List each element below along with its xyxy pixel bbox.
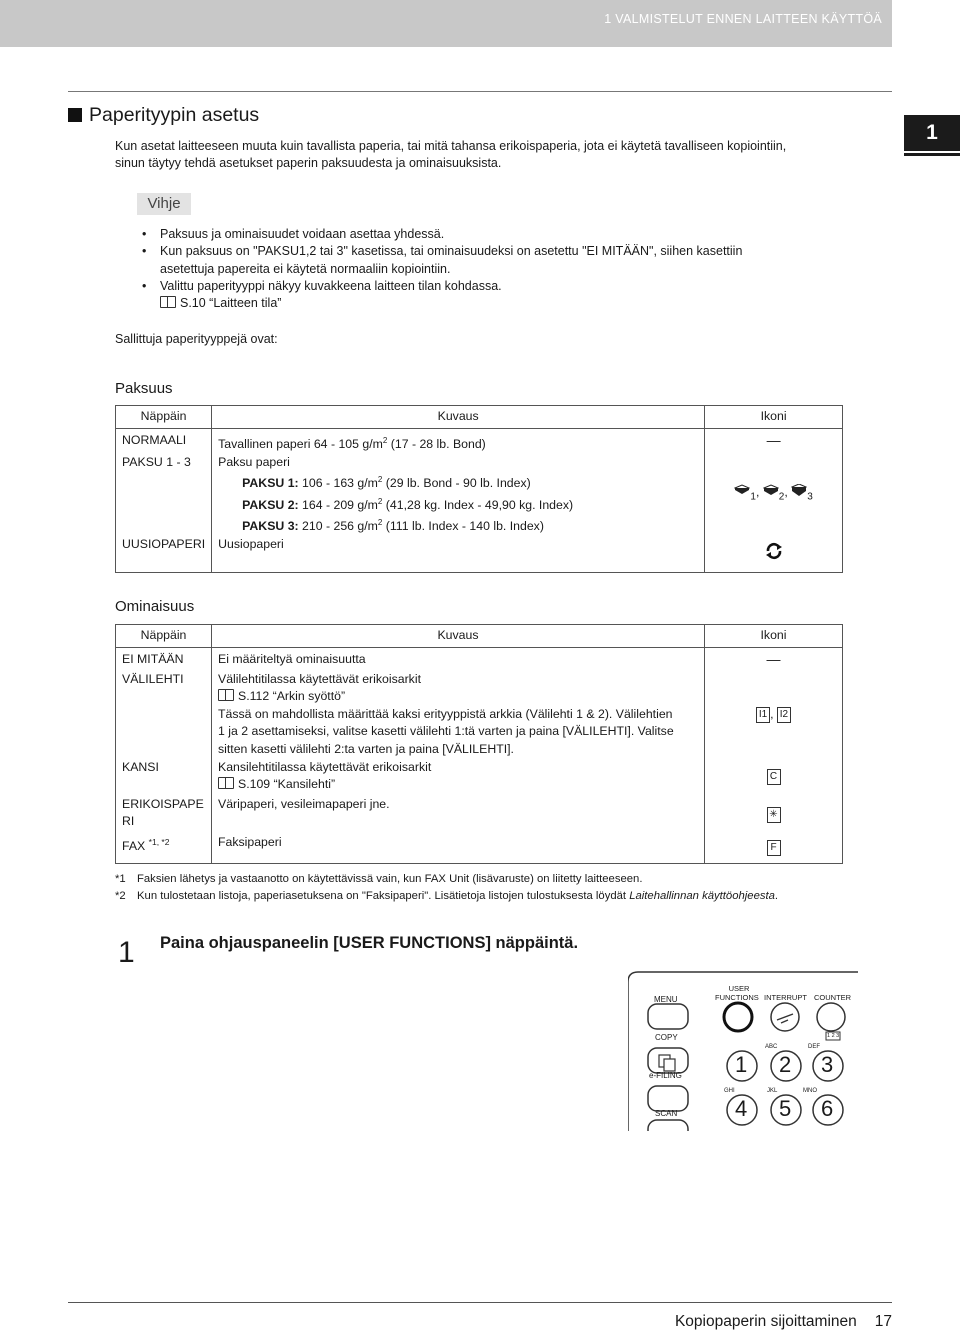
tip-reference[interactable]: S.10 “Laitteen tila” <box>140 295 880 312</box>
key-2: 2 <box>779 1052 792 1077</box>
step-text: Paina ohjauspaneelin [USER FUNCTIONS] näppäintä. <box>160 934 579 952</box>
table-row: PAKSU 1 - 3 Paksu paperi PAKSU 1: 106 - 163 $g/m^2$ (29 lb. Bond - 90 lb. Index) PAKSU 2: 164 - 209 $g/m^2$ (41,28 kg. Index - 49,90 kg. Index) PAKSU 3: 210 - 256 $g/m^2$ (111 lb. Index - 140 lb. Index) $_1$, $_2$, $_3$ <box>116 454 843 536</box>
efiling-label: e-FILING <box>649 1071 682 1080</box>
recycle-icon <box>764 549 784 563</box>
tip-list <box>140 226 880 312</box>
scan-label: SCAN <box>655 1109 678 1118</box>
table-row: KANSI Kansilehtitilassa käytettävät erikoisarkit S.109 “Kansilehti” C <box>116 759 843 796</box>
tip-bullet: • Valittu paperityyppi näkyy kuvakkeena laitteen tilan kohdassa. <box>140 278 880 295</box>
mno-label: MNO <box>803 1088 817 1094</box>
chapter-tab-line <box>904 153 960 156</box>
paksuus-table <box>115 405 843 573</box>
col-header: Kuvaus <box>212 406 705 429</box>
table-row: ERIKOISPAPE RI Väripaperi, vesileimapaperi jne. ✳ <box>116 796 843 834</box>
tip-bullet: • Paksuus ja ominaisuudet voidaan asettaa yhdessä. <box>140 226 880 243</box>
menu-label: MENU <box>654 995 678 1004</box>
table-row: NORMAALI Tavallinen paperi 64 - 105 $g/m^2$ (17 - 28 lb. Bond) — <box>116 429 843 454</box>
bottom-rule <box>68 1302 892 1303</box>
book-icon <box>160 296 176 308</box>
none-dash: — <box>766 651 781 667</box>
top-rule <box>68 91 892 92</box>
cover-paper-icon: C <box>767 769 781 785</box>
thick-paper-icon <box>734 485 750 499</box>
book-icon <box>218 777 234 789</box>
counter-badge: 1 2 3 <box>827 1033 840 1039</box>
special-paper-icon: ✳ <box>767 807 781 823</box>
counter-label: COUNTER <box>814 993 852 1002</box>
copy-label: COPY <box>655 1033 678 1042</box>
col-header: Kuvaus <box>212 625 705 648</box>
table-row: FAX $^{*1, *2}$ Faksipaperi F <box>116 834 843 864</box>
interrupt-label: INTERRUPT <box>764 993 807 1002</box>
section-title: Paperityypin asetus <box>68 104 259 127</box>
key-5: 5 <box>779 1096 792 1121</box>
key-6: 6 <box>821 1096 834 1121</box>
table-row: VÄLILEHTI Välilehtitilassa käytettävät erikoisarkit S.112 “Arkin syöttö” Tässä on mahdollista määrittää kaksi erityyppistä arkkia (Välilehti 1 & 2). Välilehtien 1 ja 2 asettamiseksi, valitse kasetti välilehti 1:tä varten ja paina [VÄLILEHTI]. Valitse sitten kasetti välilehti 2:ta varten ja paina [VÄLILEHTI]. I1 , I2 <box>116 671 843 759</box>
col-header: Näppäin <box>116 406 212 429</box>
ominaisuus-table <box>115 624 843 864</box>
footnotes: *1 Faksien lähetys ja vastaanotto on käytettävissä vain, kun FAX Unit (lisävaruste) on liitetty laitteeseen. *2 Kun tulostetaan listoja, paperiasetuksena on "Faksipaperi". Lisätietoja listojen tulostuksesta löydät Laitehallinnan käyttöohjeesta. <box>115 873 779 902</box>
tip-label: Vihje <box>137 193 191 215</box>
key-4: 4 <box>735 1096 748 1121</box>
col-header: Näppäin <box>116 625 212 648</box>
book-icon <box>218 689 234 701</box>
chapter-title: 1 VALMISTELUT ENNEN LAITTEEN KÄYTTÖÄ <box>604 12 882 26</box>
col-header: Ikoni <box>705 625 843 648</box>
thick-paper-icon <box>791 485 807 499</box>
paksuus-heading: Paksuus <box>115 380 173 397</box>
control-panel-illustration <box>628 968 858 1131</box>
square-bullet-icon <box>68 108 82 122</box>
allowed-text: Sallittuja paperityyppejä ovat: <box>115 332 278 346</box>
fax-paper-icon: F <box>767 840 781 856</box>
abc-label: ABC <box>765 1044 778 1050</box>
tab-paper-1-icon: I1 <box>756 707 770 723</box>
user-label: USER <box>728 984 750 993</box>
chapter-tab: 1 <box>904 115 960 151</box>
ominaisuus-heading: Ominaisuus <box>115 598 195 615</box>
intro: Kun asetat laitteeseen muuta kuin tavallista paperia, tai mitä tahansa erikoispaperia, jota ei käytetä tavalliseen kopiointiin, sinun täytyy tehdä asetukset paperin paksuudesta ja ominaisuuksista. <box>115 139 787 170</box>
table-row: EI MITÄÄN Ei määriteltyä ominaisuutta — <box>116 648 843 671</box>
table-row: UUSIOPAPERI Uusiopaperi <box>116 536 843 573</box>
col-header: Ikoni <box>705 406 843 429</box>
jkl-label: JKL <box>767 1088 778 1094</box>
key-1: 1 <box>735 1052 748 1077</box>
footer: Kopiopaperin sijoittaminen 17 <box>674 1313 892 1330</box>
ghi-label: GHI <box>724 1088 735 1094</box>
def-label: DEF <box>808 1044 820 1050</box>
tab-paper-2-icon: I2 <box>777 707 791 723</box>
step-number: 1 <box>118 936 135 969</box>
tip-bullet: • Kun paksuus on "PAKSU1,2 tai 3" kasetissa, tai ominaisuudeksi on asetettu "EI MITÄÄN", siihen kasettiin asetettuja papereita ei käytetä normaaliin kopiointiin. <box>140 243 880 278</box>
thick-paper-icon <box>763 485 779 499</box>
user-functions-label: FUNCTIONS <box>715 993 759 1002</box>
key-3: 3 <box>821 1052 834 1077</box>
none-dash: — <box>766 432 781 448</box>
